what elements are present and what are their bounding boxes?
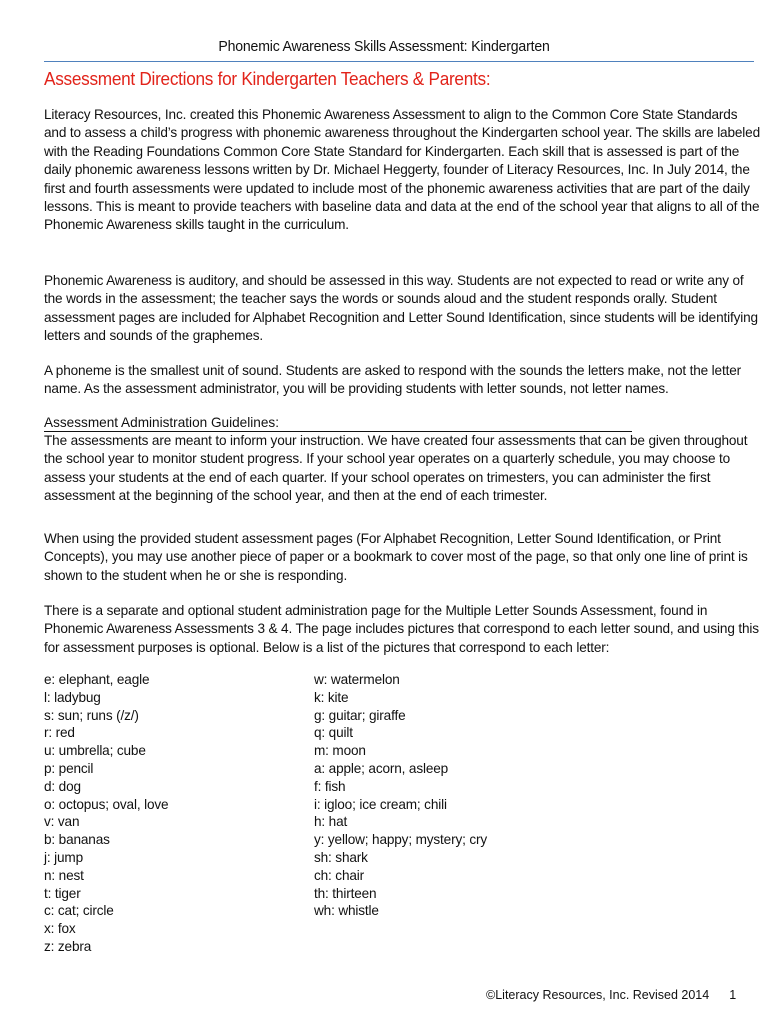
letter-sound-item: a: apple; acorn, asleep [314,760,449,776]
letter-sound-item: b: bananas [44,832,110,848]
guidelines-subheading: Assessment Administration Guidelines: [44,414,632,432]
letter-sound-item: ch: chair [314,867,365,883]
letter-sound-item: r: red [44,725,75,741]
paragraph-intro [44,106,760,235]
paragraph-text: The assessments are meant to inform your instruction. We have created four assessments that can be given throughout the school year to monitor student progress. If your school year operates on a quarterly schedule, you may choose to assess your students at the end of each quarter. If your school operates on trimesters, you can administer the first assessment at the beginning of the school year, and then at the end of each trimester. [44,433,748,504]
letter-sound-item: w: watermelon [314,672,400,687]
letter-sound-item: e: elephant, eagle [44,672,150,687]
copyright-text: ©Literacy Resources, Inc. Revised 2014 [486,988,710,1002]
page-header: Phonemic Awareness Skills Assessment: Kindergarten [218,38,550,55]
letter-sound-item: c: cat; circle [44,903,114,919]
letter-sound-item: q: quilt [314,725,353,741]
letter-sound-item: h: hat [314,814,348,830]
header-divider [44,61,754,62]
paragraph-text: There is a separate and optional student administration page for the Multiple Letter Sounds Assessment, found in Phonemic Awareness Assessments 3 & 4. The page includes pictures that correspond to each letter sound, and using this for assessment purposes is optional. Below is a list of the pictures that correspond to each letter: [44,603,759,655]
letter-sound-item: wh: whistle [314,903,379,919]
letter-sound-item: k: kite [314,689,349,705]
letter-sound-item: z: zebra [44,938,92,954]
paragraph-text: When using the provided student assessment pages (For Alphabet Recognition, Letter Sound Identification, or Print Concepts), you may use another piece of paper or a bookmark to cover most of the page, so that only one line of print is shown to the student when he or she is responding. [44,531,748,583]
section-heading: Assessment Directions for Kindergarten Teachers & Parents: [44,68,491,89]
page-footer [486,988,736,1002]
letter-list-left [44,671,168,956]
letter-sound-item: y: yellow; happy; mystery; cry [314,832,488,848]
paragraph-phoneme [44,362,760,399]
paragraph-student-pages [44,530,760,585]
letter-sound-item: s: sun; runs (/z/) [44,707,139,723]
paragraph-auditory [44,272,760,346]
letter-sound-item: f: fish [314,778,346,794]
letter-sound-item: p: pencil [44,760,94,776]
paragraph-text: A phoneme is the smallest unit of sound. Students are asked to respond with the sounds the letters make, not the letter name. As the assessment administrator, you will be providing students with letter sounds, not letter names. [44,363,741,397]
letter-sound-item: m: moon [314,743,366,759]
letter-sound-item: n: nest [44,867,84,883]
paragraph-text: Phonemic Awareness is auditory, and should be assessed in this way. Students are not expected to read or write any of the words in the assessment; the teacher says the words or sounds aloud and the student responds orally. Student assessment pages are included for Alphabet Recognition and Letter Sound Identification, since students will be identifying letters and sounds of the graphemes. [44,273,758,344]
letter-sound-item: t: tiger [44,885,81,901]
paragraph-text: Literacy Resources, Inc. created this Phonemic Awareness Assessment to align to the Common Core State Standards and to assess a child’s progress with phonemic awareness throughout the Kindergarten school year. The skills are labeled with the Reading Foundations Common Core State Standard for Kindergarten. Each skill that is assessed is part of the daily phonemic awareness lessons written by Dr. Michael Heggerty, founder of Literacy Resources, Inc. In July 2014, the first and fourth assessments were updated to include most of the phonemic awareness activities that are part of the daily lessons. This is meant to provide teachers with baseline data and data at the end of the school year that aligns to all of the Phonemic Awareness skills taught in the curriculum. [44,107,760,233]
letter-sound-item: th: thirteen [314,885,377,901]
letter-sound-item: v: van [44,814,80,830]
letter-sound-item: l: ladybug [44,689,101,705]
paragraph-multiple-letter-sounds [44,602,760,657]
letter-sound-item: j: jump [44,849,83,865]
letter-sound-item: u: umbrella; cube [44,743,146,759]
page-number: 1 [729,988,737,1002]
letter-sound-item: g: guitar; giraffe [314,707,406,723]
letter-list-right [314,671,487,920]
letter-sound-item: d: dog [44,778,81,794]
paragraph-guidelines [44,432,760,506]
letter-sound-item: i: igloo; ice cream; chili [314,796,447,812]
letter-sound-item: sh: shark [314,849,368,865]
letter-sound-item: o: octopus; oval, love [44,796,169,812]
letter-sound-item: x: fox [44,921,76,937]
